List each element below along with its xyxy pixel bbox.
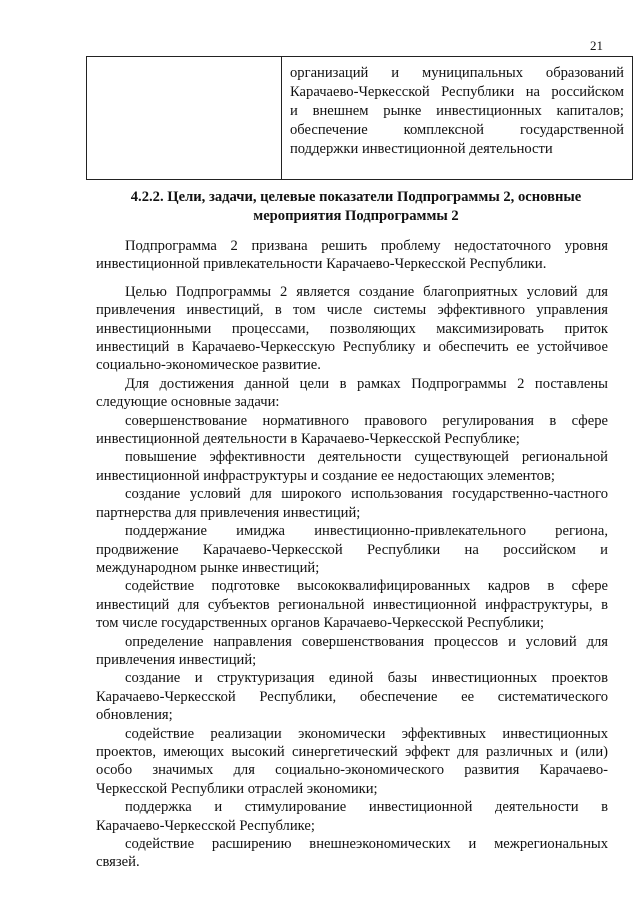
table-cell-line: Карачаево-Черкесской Республики на российском — [290, 84, 624, 100]
paragraph-line: поддержка и стимулирование инвестиционной деятельности в — [125, 799, 608, 816]
paragraph-line: Карачаево-Черкесской Республики, обеспечение ее систематического — [96, 688, 608, 705]
paragraph-line: создание и структуризация единой базы инвестиционных проектов — [125, 670, 608, 687]
paragraph-line: содействие подготовке высококвалифицированных кадров в сфере — [125, 578, 608, 595]
body-text — [96, 237, 608, 872]
paragraph — [96, 283, 608, 375]
paragraph — [96, 375, 608, 412]
paragraph-line: особо значимых для социально-экономического развития Карачаево- — [96, 762, 608, 779]
paragraph-line: совершенствование нормативного правового регулирования в сфере — [125, 412, 608, 429]
paragraph-line: создание условий для широкого использования государственно-частного — [125, 486, 608, 503]
paragraph-line: проектов, имеющих высокий синергетический эффект для различных и (или) — [96, 743, 608, 760]
paragraph — [96, 522, 608, 577]
paragraph-line: связей. — [96, 854, 140, 871]
paragraph-line: Целью Подпрограммы 2 является создание благоприятных условий для — [125, 283, 608, 300]
paragraph — [96, 835, 608, 872]
table-cell-line: и внешнем рынке инвестиционных капиталов; — [290, 103, 624, 119]
paragraph-line: социально-экономическое развитие. — [96, 357, 321, 374]
paragraph-line: Для достижения данной цели в рамках Подпрограммы 2 поставлены — [125, 375, 608, 392]
table-cell-line: организаций и муниципальных образований — [290, 65, 624, 81]
paragraph-line: Подпрограмма 2 призвана решить проблему недостаточного уровня — [125, 238, 608, 254]
paragraph-line: определение направления совершенствования процессов и условий для — [125, 633, 608, 650]
paragraph-line: инвестиций в Карачаево-Черкесскую Республику и обеспечить ее устойчивое — [96, 339, 608, 356]
paragraph-line: международном рынке инвестиций; — [96, 559, 320, 576]
paragraph-line: содействие расширению внешнеэкономических и межрегиональных — [125, 836, 608, 852]
heading-line: 4.2.2. Цели, задачи, целевые показатели Подпрограммы 2, основные — [130, 189, 582, 205]
paragraph-line: Черкесской Республики отраслей экономики; — [96, 780, 378, 797]
paragraph-line: привлечения инвестиций, в том числе системы эффективного управления — [96, 302, 608, 319]
paragraph-line: инвестиционной деятельности в Карачаево-Черкесской Республике; — [96, 431, 520, 448]
paragraph — [96, 412, 608, 449]
paragraph-line: повышение эффективности деятельности существующей региональной — [125, 449, 608, 466]
page-number: 21 — [590, 38, 603, 53]
paragraph-line: продвижение Карачаево-Черкесской Республики на российском и — [96, 541, 608, 558]
table-cell-line: обеспечение комплексной государственной — [290, 122, 624, 138]
heading-line: мероприятия Подпрограммы 2 — [253, 208, 459, 224]
paragraph-line: привлечения инвестиций; — [96, 651, 257, 668]
paragraph — [96, 669, 608, 724]
paragraph — [96, 448, 608, 485]
paragraph-line: том числе государственных органов Карачаево-Черкесской Республики; — [96, 615, 545, 632]
continuation-table — [86, 56, 633, 180]
paragraph-line: содействие реализации экономически эффективных инвестиционных — [125, 725, 608, 742]
paragraph-line: обновления; — [96, 707, 173, 724]
paragraph-line: следующие основные задачи: — [96, 394, 280, 411]
paragraph-line: Карачаево-Черкесской Республике; — [96, 817, 315, 834]
paragraph-line: инвестиционной привлекательности Карачаево-Черкесской Республики. — [96, 256, 547, 273]
paragraph-line: поддержание имиджа инвестиционно-привлекательного региона, — [125, 523, 608, 540]
paragraph — [96, 798, 608, 835]
paragraph — [96, 725, 608, 799]
paragraph-line: инвестиций для субъектов региональной инвестиционной инфраструктуры, в — [96, 596, 608, 613]
paragraph — [96, 633, 608, 670]
paragraph — [96, 485, 608, 522]
table-right-cell — [290, 64, 624, 159]
table-column-divider — [281, 57, 282, 179]
section-heading — [96, 188, 616, 226]
paragraph-line: инвестиционной инфраструктуры и создание ее недостающих элементов; — [96, 467, 555, 484]
paragraph-line: инвестиционными процессами, позволяющих максимизировать приток — [96, 320, 608, 337]
paragraph-line: партнерства для привлечения инвестиций; — [96, 504, 361, 521]
paragraph — [96, 577, 608, 632]
paragraph — [96, 237, 608, 274]
table-cell-line: поддержки инвестиционной деятельности — [290, 141, 553, 157]
